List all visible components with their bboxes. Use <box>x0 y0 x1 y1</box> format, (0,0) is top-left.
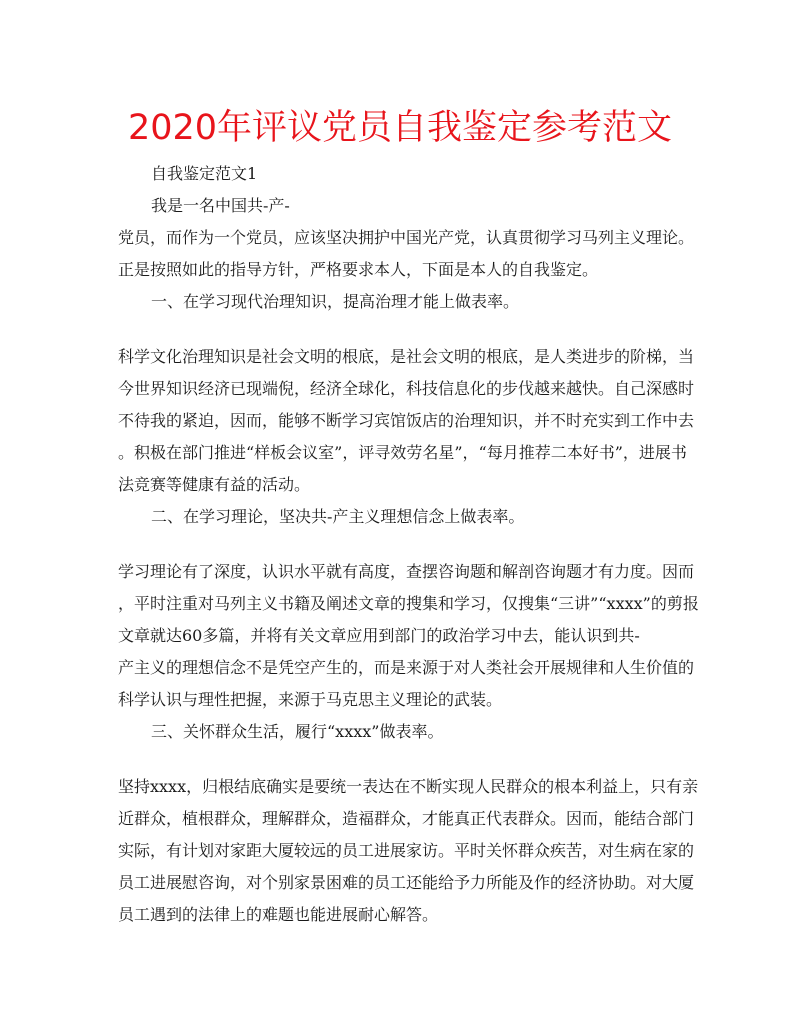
paragraph-line: 员工进展慰咨询，对个别家景困难的员工还能给予力所能及作的经济协助。对大厦 <box>118 873 695 892</box>
paragraph-line: 实际，有计划对家距大厦较远的员工进展家访。平时关怀群众疾苦，对生病在家的 <box>118 841 695 860</box>
paragraph-line: 今世界知识经济已现端倪，经济全球化，科技信息化的步伐越来越快。自己深感时 <box>118 379 695 398</box>
paragraph-line: 产主义的理想信念不是凭空产生的，而是来源于对人类社会开展规律和人生价值的 <box>118 658 695 677</box>
paragraph-line: 正是按照如此的指导方针，严格要求本人，下面是本人的自我鉴定。 <box>118 260 599 279</box>
paragraph-line: 科学文化治理知识是社会文明的根底，是社会文明的根底，是人类进步的阶梯，当 <box>118 347 695 366</box>
paragraph-line: 学习理论有了深度，认识水平就有高度，查摆咨询题和解剖咨询题才有力度。因而 <box>118 562 695 581</box>
paragraph-line: 不待我的紧迫，因而，能够不断学习宾馆饭店的治理知识，并不时充实到工作中去 <box>118 411 695 430</box>
paragraph-line: 近群众，植根群众，理解群众，造福群众，才能真正代表群众。因而，能结合部门 <box>118 809 695 828</box>
section-heading: 一、在学习现代治理知识，提高治理才能上做表率。 <box>151 292 520 311</box>
document-title: 2020年评议党员自我鉴定参考范文 <box>127 108 673 148</box>
paragraph-line: 员工遇到的法律上的难题也能进展耐心解答。 <box>118 905 439 924</box>
paragraph-line: 自我鉴定范文1 <box>151 164 258 183</box>
paragraph-line: 科学认识与理性把握，来源于马克思主义理论的武装。 <box>118 690 503 709</box>
paragraph-line: 。积极在部门推进“样板会议室”，评寻效劳名星”，“每月推荐二本好书”，进展书 <box>118 443 687 462</box>
paragraph-line: 文章就达60多篇，并将有关文章应用到部门的政治学习中去，能认识到共- <box>118 626 640 645</box>
paragraph-line: 党员，而作为一个党员，应该坚决拥护中国光产党，认真贯彻学习马列主义理论。 <box>118 228 695 247</box>
paragraph-line: 法竞赛等健康有益的活动。 <box>118 475 311 494</box>
paragraph-line: 坚持xxxx，归根结底确实是要统一表达在不断实现人民群众的根本利益上，只有亲 <box>118 777 699 796</box>
section-heading: 三、关怀群众生活，履行“xxxx”做表率。 <box>151 722 444 741</box>
paragraph-line: 我是一名中国共-产- <box>151 196 290 215</box>
paragraph-line: ，平时注重对马列主义书籍及阐述文章的搜集和学习，仅搜集“三讲”“xxxx”的剪报 <box>118 594 699 613</box>
section-heading: 二、在学习理论，坚决共-产主义理想信念上做表率。 <box>151 507 525 526</box>
